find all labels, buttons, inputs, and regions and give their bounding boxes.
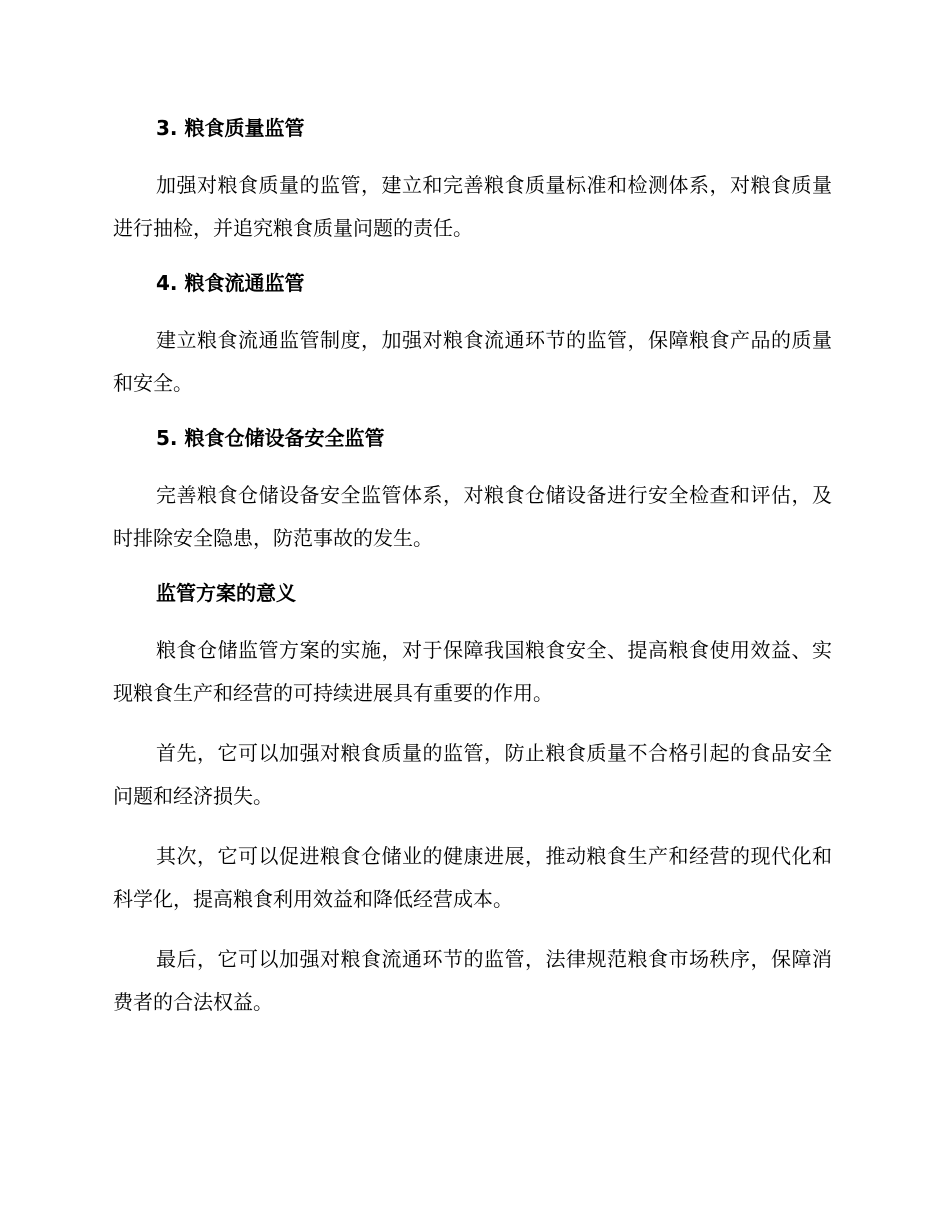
paragraph-grain-circulation: 建立粮食流通监管制度，加强对粮食流通环节的监管，保障粮食产品的质量和安全。	[113, 328, 832, 395]
paragraph-storage-equipment: 完善粮食仓储设备安全监管体系，对粮食仓储设备进行安全检查和评估，及时排除安全隐患，防范事故的发生。	[113, 483, 832, 550]
section-heading-grain-circulation: 4. 粮食流通监管	[156, 271, 305, 295]
paragraph-significance-first: 首先，它可以加强对粮食质量的监管，防止粮食质量不合格引起的食品安全问题和经济损失。	[113, 741, 832, 808]
section-heading-significance: 监管方案的意义	[156, 581, 296, 605]
section-heading-grain-quality: 3. 粮食质量监管	[156, 116, 305, 140]
paragraph-grain-quality: 加强对粮食质量的监管，建立和完善粮食质量标准和检测体系，对粮食质量进行抽检，并追究粮食质量问题的责任。	[113, 173, 832, 240]
section-heading-storage-equipment: 5. 粮食仓储设备安全监管	[156, 426, 385, 450]
paragraph-significance-last: 最后，它可以加强对粮食流通环节的监管，法律规范粮食市场秩序，保障消费者的合法权益。	[113, 947, 832, 1014]
paragraph-significance-second: 其次，它可以促进粮食仓储业的健康进展，推动粮食生产和经营的现代化和科学化，提高粮食利用效益和降低经营成本。	[113, 844, 832, 911]
paragraph-significance-intro: 粮食仓储监管方案的实施，对于保障我国粮食安全、提高粮食使用效益、实现粮食生产和经营的可持续进展具有重要的作用。	[113, 638, 832, 705]
